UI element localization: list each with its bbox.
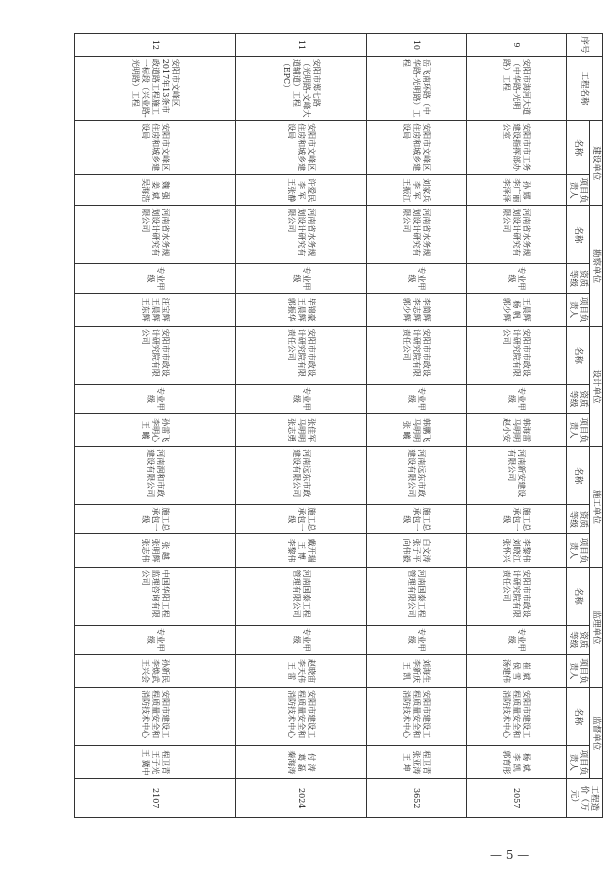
row-project-name: 安阳市文峰区2017年13条市政道路工程施工一标段（兴业路-光明路）工程	[75, 56, 236, 120]
survey-qualification: 专业甲级	[75, 264, 236, 293]
page-number: — 5 —	[490, 848, 530, 862]
header-row-1	[590, 34, 603, 818]
supervise-name: 河南国泰工程管理有限公司	[366, 567, 466, 625]
header-build-unit: 施工单位	[590, 447, 603, 567]
header-leader: 项目负责人	[567, 293, 590, 326]
design-leader: 张佳军 马明明 张志勇	[235, 413, 366, 446]
header-qualification: 资质等级	[567, 384, 590, 413]
design-name: 安阳市市政设计研究院有限责任公司	[366, 326, 466, 384]
oversight-name: 安阳市建设工程质量安全和消防技术中心	[235, 688, 366, 746]
construction-name: 安阳市文峰区住房和城乡建设局	[235, 121, 366, 175]
header-leader: 项目负责人	[567, 534, 590, 567]
supervise-leader: 崔 斌 侯 雪 汤建伟	[466, 654, 566, 687]
supervise-name: 安阳市市政设计研究院有限责任公司	[466, 567, 566, 625]
survey-qualification: 专业甲级	[466, 264, 566, 293]
table-row	[366, 34, 466, 818]
build-leader: 张 越 张明辉 张志伟	[75, 534, 236, 567]
survey-name: 河南省水务规划设计研究有限公司	[466, 206, 566, 264]
oversight-name: 安阳市建设工程质量安全和消防技术中心	[466, 688, 566, 746]
design-qualification: 专业甲级	[366, 384, 466, 413]
supervise-leader: 孙新民 李焕武 王兴会	[75, 654, 236, 687]
row-project-name: 安阳市海河大道（中华路-光明路）工程	[466, 56, 566, 120]
survey-leader: 汪宝辉 王晨辉 王东辉	[75, 293, 236, 326]
oversight-leader: 程卫青 王子光 王 冀中	[75, 746, 236, 779]
survey-leader: 李简辉 李志辉 郭少辉	[366, 293, 466, 326]
row-project-name: 安阳市郑七路（光明路-文峰大道辅道）工程（EPC）	[235, 56, 366, 120]
construction-name: 安阳市文峰区住房和城乡建设局	[366, 121, 466, 175]
survey-leader: 毕锦豪 王晨辉 郭振华	[235, 293, 366, 326]
oversight-leader: 付 涛 葛 磊 秦海涛	[235, 746, 366, 779]
build-leader: 白文涛 张子平 向伟毅	[366, 534, 466, 567]
construction-name: 安阳市市工务建设指挥部办公室	[466, 121, 566, 175]
header-name: 名称	[567, 567, 590, 625]
header-name: 名称	[567, 206, 590, 264]
supervise-qualification: 专业甲级	[75, 625, 236, 654]
oversight-leader: 杨 斌 李 凯 郭育彤	[466, 746, 566, 779]
header-oversight-unit: 监督单位	[590, 688, 603, 779]
header-name: 名称	[567, 121, 590, 175]
design-leader: 韩鹏飞 马明明 张 曦	[366, 413, 466, 446]
header-qualification: 资质等级	[567, 505, 590, 534]
header-qualification: 资质等级	[567, 264, 590, 293]
supervise-qualification: 专业甲级	[466, 625, 566, 654]
row-project-name: 岳飞南环路（中华路-光明路）工程	[366, 56, 466, 120]
design-qualification: 专业甲级	[235, 384, 366, 413]
survey-qualification: 专业甲级	[235, 264, 366, 293]
supervise-name: 河南国泰工程管理有限公司	[235, 567, 366, 625]
design-qualification: 专业甲级	[466, 384, 566, 413]
supervise-qualification: 专业甲级	[235, 625, 366, 654]
row-seq: 9	[466, 34, 566, 57]
construction-leader: 魏 强 姜 斌 吴海浩	[75, 175, 236, 206]
design-name: 安阳市市政设计研究院有限公司	[466, 326, 566, 384]
header-leader: 项目负责人	[567, 746, 590, 779]
row-cost: 2024	[235, 779, 366, 818]
header-name: 名称	[567, 688, 590, 746]
build-name: 河南新安建设有限公司	[466, 447, 566, 505]
header-leader: 项目负责人	[567, 175, 590, 206]
header-survey-unit: 勘察单位	[590, 206, 603, 326]
design-name: 安阳市市政设计研究院有限公司	[75, 326, 236, 384]
build-qualification: 施工总承包一级	[235, 505, 366, 534]
build-leader: 李黎伟 刘晓江 张怀兴	[466, 534, 566, 567]
survey-name: 河南省水务规划设计研究有限公司	[235, 206, 366, 264]
construction-leader: 孙 娜 李广丽 李泽泽	[466, 175, 566, 206]
header-name: 名称	[567, 447, 590, 505]
header-cost: 工程造价（万元）	[567, 779, 603, 818]
construction-leader: 刘家兵 李 军 王振江	[366, 175, 466, 206]
build-qualification: 施工总承包一级	[75, 505, 236, 534]
build-leader: 戴开瑞 王 博 李黎伟	[235, 534, 366, 567]
header-qualification: 资质等级	[567, 625, 590, 654]
table-row	[75, 34, 236, 818]
survey-leader: 王晨辉 杨 帆 郭少辉	[466, 293, 566, 326]
oversight-name: 安阳市建设工程质量安全和消防技术中心	[75, 688, 236, 746]
supervise-name: 中国华阳工程监理咨询有限公司	[75, 567, 236, 625]
header-seq: 序号	[567, 34, 603, 57]
survey-name: 河南省水务规划设计研究有限公司	[366, 206, 466, 264]
build-name: 河南远东市政建设有限公司	[235, 447, 366, 505]
table-row	[466, 34, 566, 818]
row-cost: 2057	[466, 779, 566, 818]
construction-leader: 许爱民 李 军 王张静	[235, 175, 366, 206]
row-cost: 2107	[75, 779, 236, 818]
supervise-leader: 赵晓宙 李天伟 王 雷	[235, 654, 366, 687]
supervise-qualification: 专业甲级	[366, 625, 466, 654]
design-leader: 韩海雷 马明明 赵小安	[466, 413, 566, 446]
survey-name: 河南省水务规划设计研究有限公司	[75, 206, 236, 264]
header-name: 名称	[567, 326, 590, 384]
row-seq: 12	[75, 34, 236, 57]
row-seq: 10	[366, 34, 466, 57]
header-design-unit: 设计单位	[590, 326, 603, 446]
design-qualification: 专业甲级	[75, 384, 236, 413]
row-cost: 3652	[366, 779, 466, 818]
build-qualification: 施工总承包一级	[466, 505, 566, 534]
survey-qualification: 专业甲级	[366, 264, 466, 293]
oversight-name: 安阳市建设工程质量安全和消防技术中心	[366, 688, 466, 746]
build-name: 河南润和市政建设有限公司	[75, 447, 236, 505]
project-table	[74, 33, 603, 818]
construction-name: 安阳市文峰区住房和城乡建设局	[75, 121, 236, 175]
supervise-leader: 刘海生 李新庆 王 凯	[366, 654, 466, 687]
row-seq: 11	[235, 34, 366, 57]
design-leader: 孙雷飞 李明心 王 曦	[75, 413, 236, 446]
header-supervision-unit: 监理单位	[590, 567, 603, 687]
header-row-2	[567, 34, 590, 818]
rotated-table-container	[74, 33, 603, 818]
oversight-leader: 程卫青 张亚涛 王 坤	[366, 746, 466, 779]
header-leader: 项目负责人	[567, 413, 590, 446]
header-construction-unit: 建设单位	[590, 121, 603, 206]
build-name: 河南远东市政建设有限公司	[366, 447, 466, 505]
header-leader: 项目负责人	[567, 654, 590, 687]
table-row	[235, 34, 366, 818]
design-name: 安阳市市政设计研究院有限责任公司	[235, 326, 366, 384]
header-project-name: 工程名称	[567, 56, 603, 120]
build-qualification: 施工总承包一级	[366, 505, 466, 534]
